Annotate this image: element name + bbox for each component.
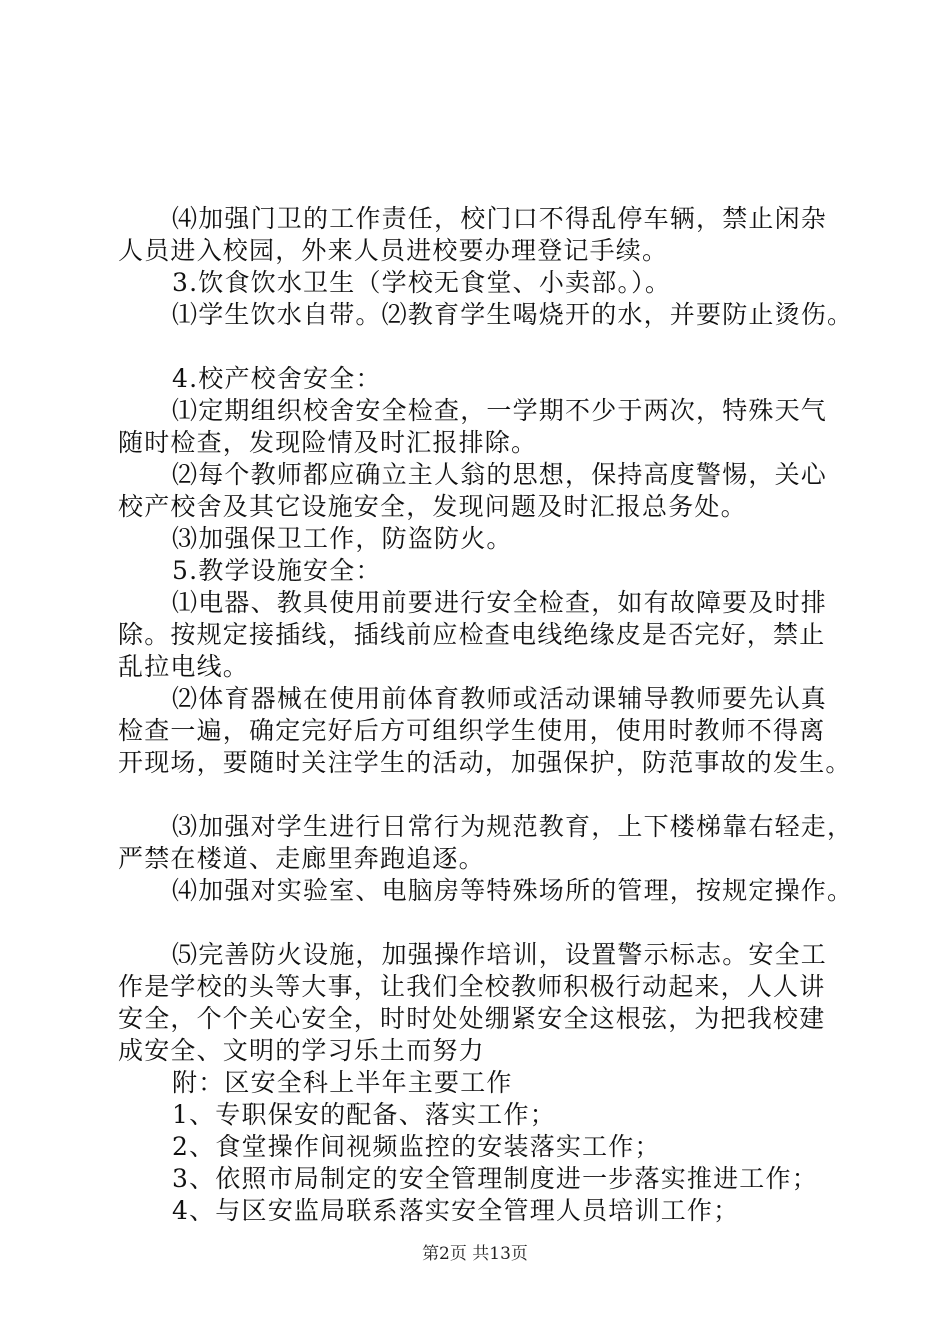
paragraph-behavior-education (118, 811, 854, 875)
blank-line (118, 907, 838, 939)
heading-appendix (118, 1067, 838, 1099)
heading-teaching-facility-safety (118, 555, 838, 587)
blank-line (118, 779, 838, 811)
text-line: 随时检查，发现险情及时汇报排除。 (118, 428, 538, 457)
text-line: 严禁在楼道、走廊里奔跑追逐。 (118, 844, 485, 873)
text-line: 3.饮食饮水卫生（学校无食堂、小卖部。）。 (172, 268, 672, 297)
text-line: ⑶加强对学生进行日常行为规范教育，上下楼梯靠右轻走， (172, 812, 854, 841)
paragraph-electrical-equipment (118, 587, 838, 683)
text-line: ⑵每个教师都应确立主人翁的思想，保持高度警惕，关心 (172, 460, 828, 489)
text-line: 作是学校的头等大事，让我们全校教师积极行动起来，人人讲 (118, 972, 826, 1001)
paragraph-sports-equipment (118, 683, 852, 779)
text-line: 安全，个个关心安全，时时处处绷紧安全这根弦，为把我校建 (118, 1004, 826, 1033)
heading-school-property-safety (118, 363, 838, 395)
text-line: ⑷加强门卫的工作责任，校门口不得乱停车辆，禁止闲杂 (172, 204, 828, 233)
text-line: 检查一遍，确定完好后方可组织学生使用，使用时教师不得离 (118, 716, 826, 745)
text-line: ⑵体育器械在使用前体育教师或活动课辅导教师要先认真 (172, 684, 828, 713)
page-number-footer: 第2页 共13页 (422, 1244, 528, 1264)
paragraph-guard-work (118, 523, 838, 555)
text-line: ⑴定期组织校舍安全检查，一学期不少于两次，特殊天气 (172, 396, 828, 425)
paragraph-lab-management (118, 875, 854, 907)
text-line: ⑷加强对实验室、电脑房等特殊场所的管理，按规定操作。 (172, 876, 854, 905)
paragraph-drinking-water (118, 299, 854, 331)
text-line: 除。按规定接插线，插线前应检查电线绝缘皮是否完好，禁止 (118, 620, 826, 649)
heading-food-water-hygiene (118, 267, 838, 299)
text-line: ⑸完善防火设施，加强操作培训，设置警示标志。安全工 (172, 940, 828, 969)
paragraph-gate-security (118, 203, 838, 267)
paragraph-teacher-vigilance (118, 459, 838, 523)
text-line: 成安全、文明的学习乐土而努力 (118, 1036, 485, 1065)
list-item (118, 1099, 838, 1131)
text-line: ⑶加强保卫工作，防盗防火。 (172, 524, 513, 553)
list-item (118, 1163, 838, 1195)
text-line: 1、专职保安的配备、落实工作； (172, 1100, 556, 1129)
text-line: 乱拉电线。 (118, 652, 250, 681)
document-body (118, 203, 854, 1227)
text-line: 附：区安全科上半年主要工作 (172, 1068, 513, 1097)
text-line: 5.教学设施安全： (172, 556, 382, 585)
text-line: 4.校产校舍安全： (172, 364, 382, 393)
text-line: 4、与区安监局联系落实安全管理人员培训工作； (172, 1196, 740, 1225)
text-line: 3、依照市局制定的安全管理制度进一步落实推进工作； (172, 1164, 818, 1193)
paragraph-fire-prevention (118, 939, 838, 1067)
text-line: ⑴学生饮水自带。⑵教育学生喝烧开的水，并要防止烫伤。 (172, 300, 854, 329)
blank-line (118, 331, 838, 363)
text-line: ⑴电器、教具使用前要进行安全检查，如有故障要及时排 (172, 588, 828, 617)
text-line: 2、食堂操作间视频监控的安装落实工作； (172, 1132, 661, 1161)
paragraph-building-inspection (118, 395, 838, 459)
list-item (118, 1195, 838, 1227)
list-item (118, 1131, 838, 1163)
text-line: 人员进入校园，外来人员进校要办理登记手续。 (118, 236, 669, 265)
text-line: 开现场，要随时关注学生的活动，加强保护，防范事故的发生。 (118, 748, 852, 777)
text-line: 校产校舍及其它设施安全，发现问题及时汇报总务处。 (118, 492, 747, 521)
